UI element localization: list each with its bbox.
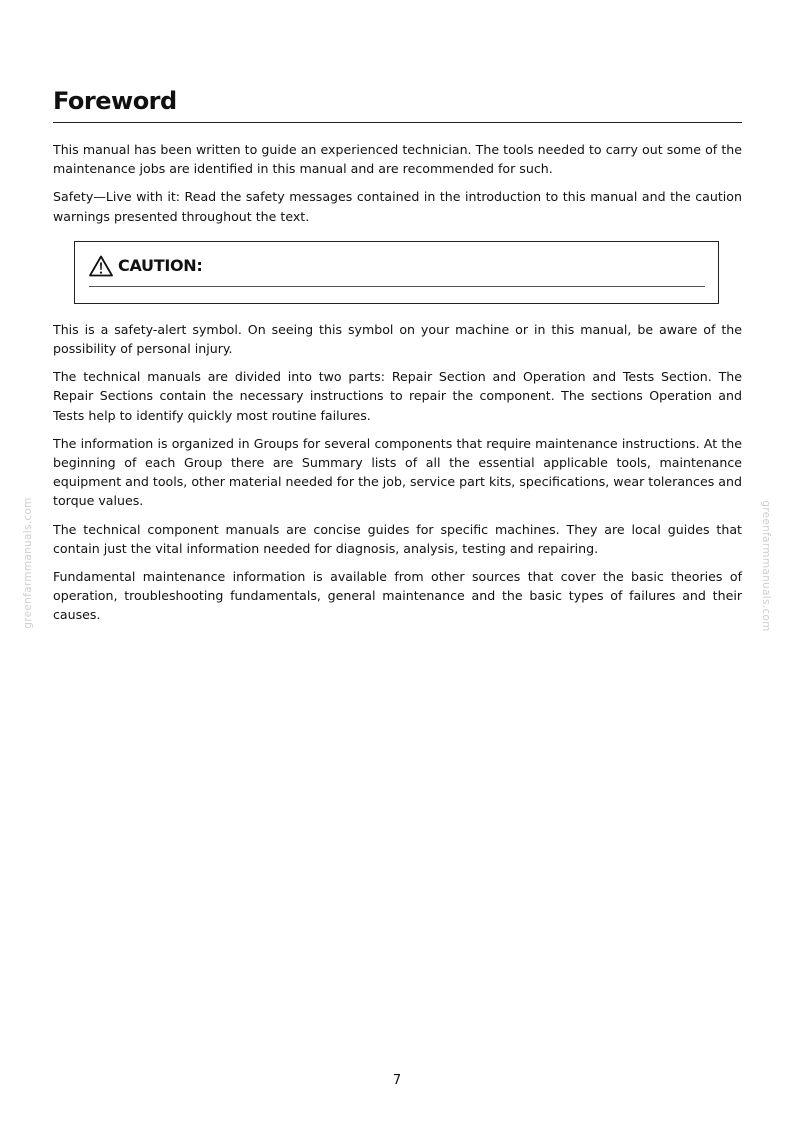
page-title: Foreword	[53, 86, 742, 123]
paragraph-safety: Safety—Live with it: Read the safety messages contained in the introduction to this manual and the caution warnings presented throughout the text.	[53, 189, 742, 224]
paragraph-fundamental: Fundamental maintenance information is available from other sources that cover the basic theories of operation, troubleshooting fundamentals, general maintenance and the basic types of failures and their causes.	[53, 569, 742, 623]
paragraph-concise: The technical component manuals are concise guides for specific machines. They are local guides that contain just the vital information needed for diagnosis, analysis, testing and repairing.	[53, 521, 742, 556]
paragraph-intro: This manual has been written to guide an experienced technician. The tools needed to carry out some of the maintenance jobs are identified in this manual and are recommended for such.	[53, 142, 742, 177]
page-number: 7	[392, 1073, 402, 1088]
paragraph-alert-symbol: This is a safety-alert symbol. On seeing this symbol on your machine or in this manual, be aware of the possibility of personal injury.	[53, 321, 742, 357]
page-content	[53, 86, 742, 625]
watermark-right: greenfarmmanuals.com	[760, 500, 772, 632]
caution-label: CAUTION:	[118, 256, 203, 276]
caution-divider	[89, 286, 705, 287]
watermark-left: greenfarmmanuals.com	[22, 497, 34, 629]
warning-triangle-icon	[89, 255, 113, 277]
paragraph-divided: The technical manuals are divided into two parts: Repair Section and Operation and Tests Section. The Repair Sections contain the necessary instructions to repair the component. The sections Operation and Tests help to identify quickly most routine failures.	[53, 369, 742, 423]
caution-header	[89, 255, 202, 277]
caution-box	[74, 241, 719, 304]
paragraph-groups: The information is organized in Groups for several components that require maintenance instructions. At the beginning of each Group there are Summary lists of all the essential applicable tools, maintenance equipment and tools, other material needed for the job, service part kits, specifications, wear tolerances and torque values.	[53, 435, 742, 509]
